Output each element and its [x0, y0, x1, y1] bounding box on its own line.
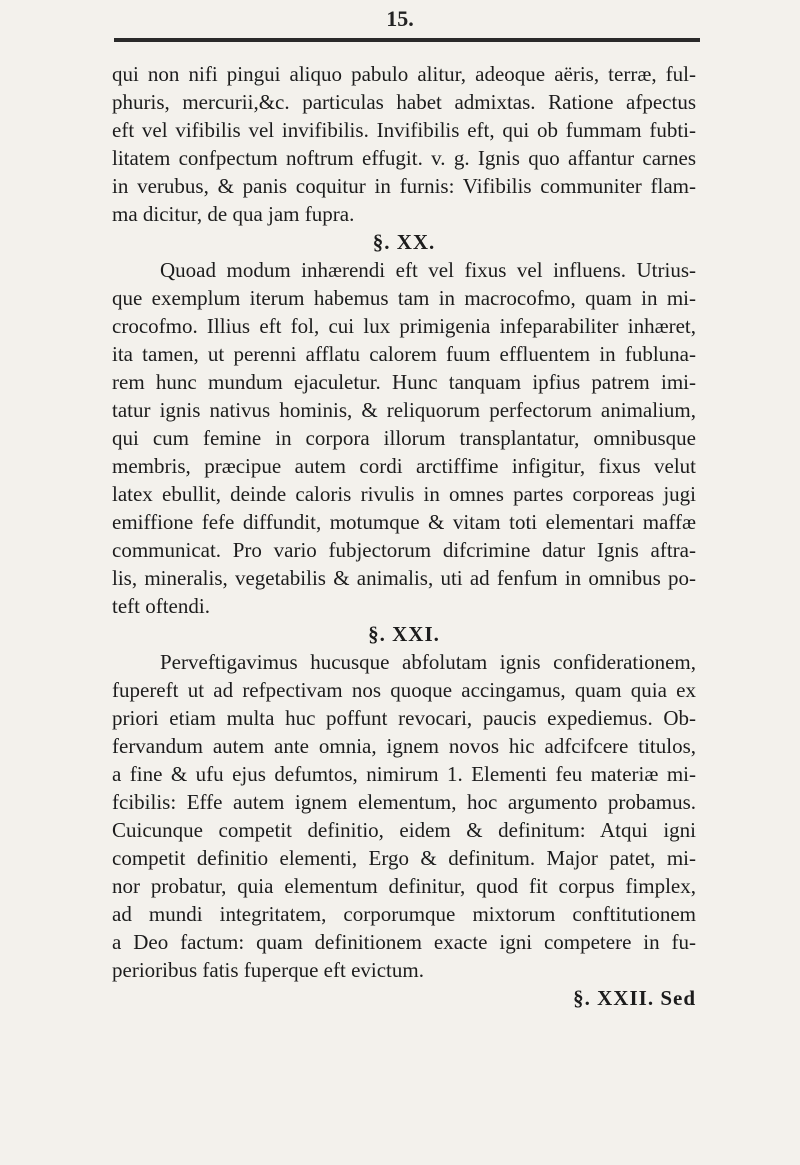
- text-line: litatem confpectum noftrum effugit. v. g. Ignis quo affantur carnes: [112, 146, 696, 170]
- text-line: teft oftendi.: [112, 594, 210, 618]
- text-line: fupereft ut ad refpectivam nos quoque accingamus, quam quia ex: [112, 678, 696, 702]
- text-line: fervandum autem ante omnia, ignem novos hic adfcifcere titulos,: [112, 734, 696, 758]
- section-heading: §. XX.: [372, 230, 436, 254]
- text-line: a fine & ufu ejus defumtos, nimirum 1. Elementi feu materiæ mi-: [112, 762, 696, 786]
- header-rule: [114, 38, 700, 42]
- text-line: perioribus fatis fuperque eft evictum.: [112, 958, 424, 982]
- text-line: Quoad modum inhærendi eft vel fixus vel influens. Utrius-: [160, 258, 696, 282]
- text-line: phuris, mercurii,&c. particulas habet admixtas. Ratione afpectus: [112, 90, 696, 114]
- text-line: ma dicitur, de qua jam fupra.: [112, 202, 355, 226]
- text-line: crocofmo. Illius eft fol, cui lux primigenia infeparabiliter inhæret,: [112, 314, 696, 338]
- section-heading: §. XXII. Sed: [573, 986, 696, 1010]
- text-line: lis, mineralis, vegetabilis & animalis, uti ad fenfum in omnibus po-: [112, 566, 696, 590]
- page-number: 15.: [386, 6, 414, 31]
- text-line: priori etiam multa huc poffunt revocari, paucis expediemus. Ob-: [112, 706, 696, 730]
- text-line: Cuicunque competit definitio, eidem & definitum: Atqui igni: [112, 818, 696, 842]
- text-line: membris, præcipue autem cordi arctiffime infigitur, fixus velut: [112, 454, 696, 478]
- text-line: competit definitio elementi, Ergo & definitum. Major patet, mi-: [112, 846, 696, 870]
- text-line: a Deo factum: quam definitionem exacte igni competere in fu-: [112, 930, 696, 954]
- text-line: Perveftigavimus hucusque abfolutam ignis confiderationem,: [160, 650, 696, 674]
- body-text: [112, 60, 696, 1012]
- text-line: latex ebullit, deinde caloris rivulis in omnes partes corporeas jugi: [112, 482, 696, 506]
- text-line: fcibilis: Effe autem ignem elementum, hoc argumento probamus.: [112, 790, 696, 814]
- text-line: in verubus, & panis coquitur in furnis: Vifibilis communiter flam-: [112, 174, 696, 198]
- text-line: ita tamen, ut perenni afflatu calorem fuum effluentem in fubluna-: [112, 342, 696, 366]
- text-line: tatur ignis nativus hominis, & reliquorum perfectorum animalium,: [112, 398, 696, 422]
- text-line: qui cum femine in corpora illorum transplantatur, omnibusque: [112, 426, 696, 450]
- text-line: qui non nifi pingui aliquo pabulo alitur, adeoque aëris, terræ, ful-: [112, 62, 696, 86]
- text-line: communicat. Pro vario fubjectorum difcrimine datur Ignis aftra-: [112, 538, 696, 562]
- text-line: rem hunc mundum ejaculetur. Hunc tanquam ipfius patrem imi-: [112, 370, 696, 394]
- section-heading: §. XXI.: [368, 622, 440, 646]
- text-line: nor probatur, quia elementum definitur, quod fit corpus fimplex,: [112, 874, 696, 898]
- text-line: ad mundi integritatem, corporumque mixtorum conftitutionem: [112, 902, 696, 926]
- text-line: eft vel vifibilis vel invifibilis. Invifibilis eft, qui ob fummam fubti-: [112, 118, 696, 142]
- text-line: emiffione fefe diffundit, motumque & vitam toti elementari maffæ: [112, 510, 696, 534]
- text-line: que exemplum iterum habemus tam in macrocofmo, quam in mi-: [112, 286, 696, 310]
